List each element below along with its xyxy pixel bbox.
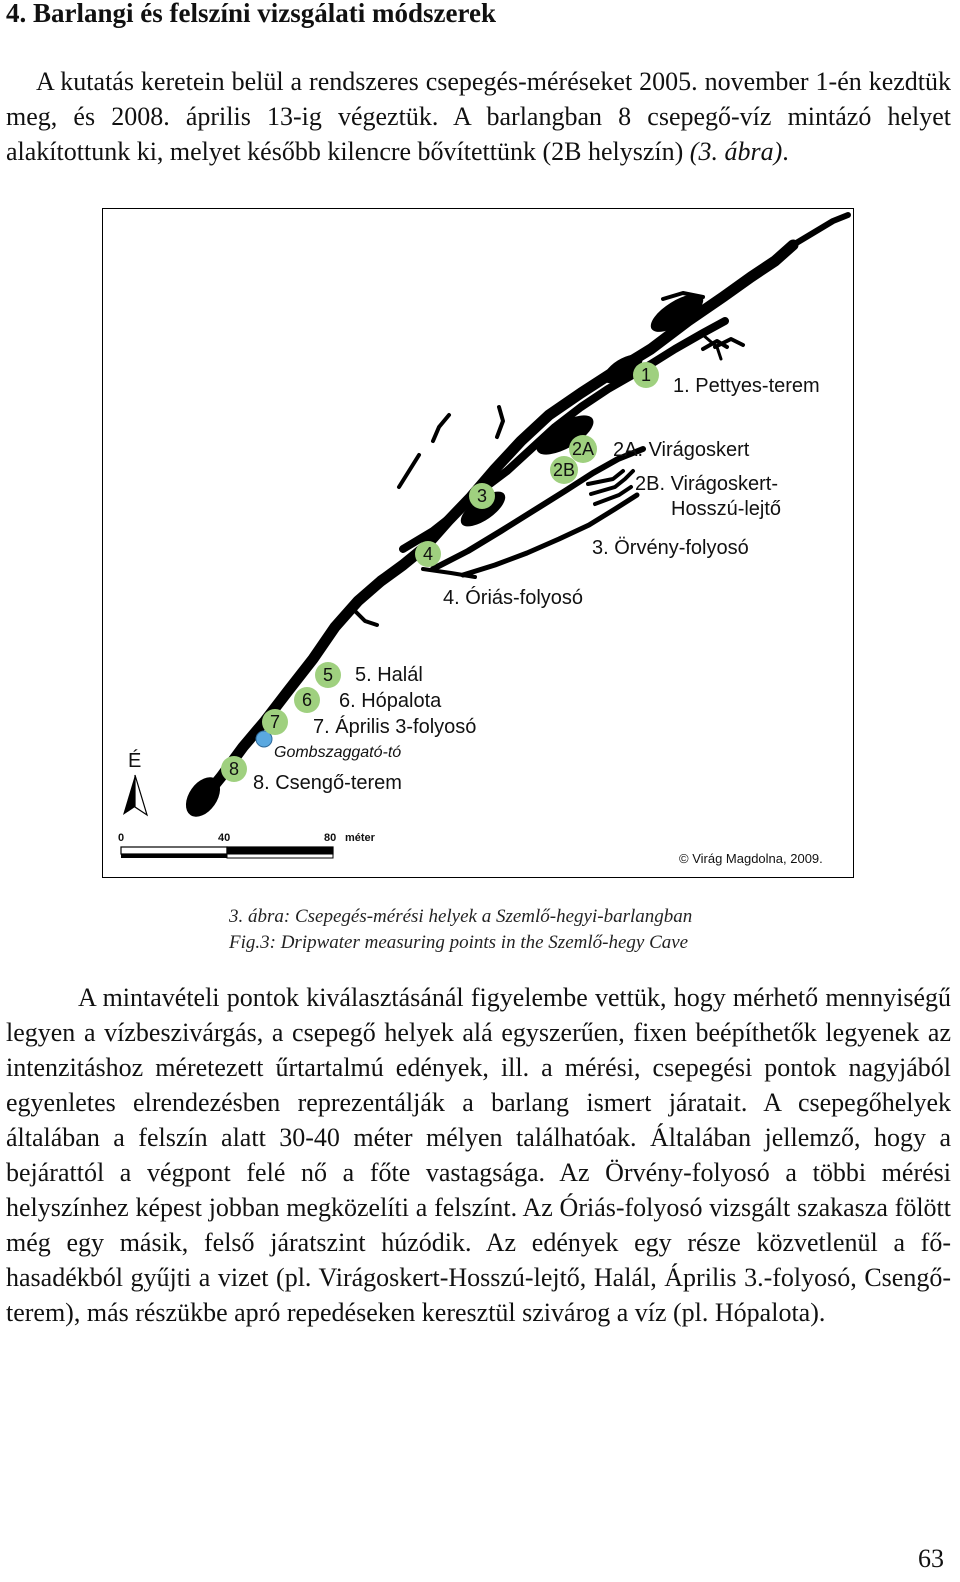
- scale-tick-40: 40: [218, 832, 231, 844]
- marker-1-id: 1: [640, 365, 652, 385]
- marker-6-id: 6: [301, 690, 313, 710]
- copyright-text: © Virág Magdolna, 2009.: [679, 851, 823, 866]
- cave-map-figure: [102, 208, 854, 878]
- marker-4: [415, 541, 441, 567]
- scale-tick-0: 0: [118, 832, 125, 844]
- intro-paragraph: [6, 64, 951, 169]
- upper-stub-2: [433, 415, 449, 441]
- marker-6: [294, 687, 320, 713]
- marker-2b-id: 2B: [552, 460, 576, 480]
- scale-bar: [121, 847, 333, 858]
- lake-label: Gombszaggató-tó: [274, 744, 402, 761]
- marker-5-id: 5: [322, 665, 334, 685]
- label-aprilis-folyoso: 7. Április 3-folyosó: [313, 716, 477, 738]
- label-hopalota: 6. Hópalota: [339, 690, 442, 712]
- marker-7-id: 7: [269, 712, 281, 732]
- marker-4-id: 4: [422, 544, 434, 564]
- section-heading: 4. Barlangi és felszíni vizsgálati módszerek: [6, 0, 496, 28]
- page-number: 63: [918, 1544, 944, 1573]
- scale-unit: méter: [345, 832, 375, 844]
- body-paragraph: A mintavételi pontok kiválasztásánál figyelembe vettük, hogy mérhető mennyiségű legyen a vízbeszivárgás, a csepegő helyek alá egyszerűen, fixen beépíthetők legyenek az intenzitáshoz méretezett űrtartalmú edények, ill. a mérési, csepegési pontok nagyjából egyenletes elrendezésben reprezentálják a barlang ismert járatait. A csepegőhelyek általában a felszín alatt 30-40 méter mélyen találhatóak. Általában jellemző, hogy a bejárattól a végpont felé nő a főte vastagsága. Az Örvény-folyosó a többi mérési helyszínhez képest jobban megközelíti a felszínt. Az Óriás-folyosó vizsgált szakasza fölött még egy másik, felső járatszint húzódik. Az edények egy része közvetlenül a fő-hasadékból gyűjti a vizet (pl. Virágoskert-Hosszú-lejtő, Halál, Április 3.-folyosó, Csengő-terem), más részükbe apró repedéseken keresztül szivárog a víz (pl. Hópalota).: [6, 983, 951, 1327]
- marker-3: [469, 483, 495, 509]
- intro-end: .: [782, 137, 789, 166]
- label-orveny-folyoso: 3. Örvény-folyosó: [592, 537, 749, 559]
- upper-branch: [793, 215, 848, 245]
- marker-2b: [550, 456, 578, 484]
- label-viragoskert-hosszu-line1: 2B. Virágoskert-: [635, 473, 779, 495]
- marker-3-id: 3: [476, 486, 488, 506]
- upper-stub-3: [399, 455, 419, 487]
- marker-5: [315, 662, 341, 688]
- scale-tick-80: 80: [324, 832, 337, 844]
- marker-1: [633, 362, 659, 388]
- figure-caption: [229, 904, 692, 956]
- marker-8: [221, 756, 247, 782]
- north-arrow-icon: [123, 775, 147, 815]
- upper-stub-1: [497, 407, 503, 437]
- label-orias-folyoso: 4. Óriás-folyosó: [443, 587, 584, 609]
- label-viragoskert: 2A. Virágoskert: [613, 439, 750, 461]
- caption-english: Fig.3: Dripwater measuring points in the Szemlő-hegy Cave: [229, 932, 689, 953]
- caption-hungarian: 3. ábra: Csepegés-mérési helyek a Szemlő-hegyi-barlangban: [229, 906, 693, 927]
- intro-text: A kutatás keretein belül a rendszeres csepegés-méréseket 2005. november 1-én kezdtük meg, és 2008. április 13-ig végeztük. A barlangban 8 csepegő-víz mintázó helyet alakítottunk ki, melyet később kilencre bővítettünk (2B helyszín): [6, 67, 951, 166]
- label-halal: 5. Halál: [355, 664, 423, 686]
- marker-2a-id: 2A: [571, 439, 595, 459]
- label-pettyes-terem: 1. Pettyes-terem: [673, 375, 820, 397]
- lower-stub: [353, 609, 377, 625]
- marker-8-id: 8: [228, 759, 240, 779]
- marker-7: [262, 709, 288, 735]
- figure-reference: (3. ábra): [689, 137, 783, 166]
- cave-map-svg: [103, 209, 855, 879]
- north-label: É: [128, 750, 142, 772]
- marker-2a: [569, 435, 597, 463]
- label-csengo-terem: 8. Csengő-terem: [253, 772, 402, 794]
- label-viragoskert-hosszu-line2: Hosszú-lejtő: [671, 498, 782, 520]
